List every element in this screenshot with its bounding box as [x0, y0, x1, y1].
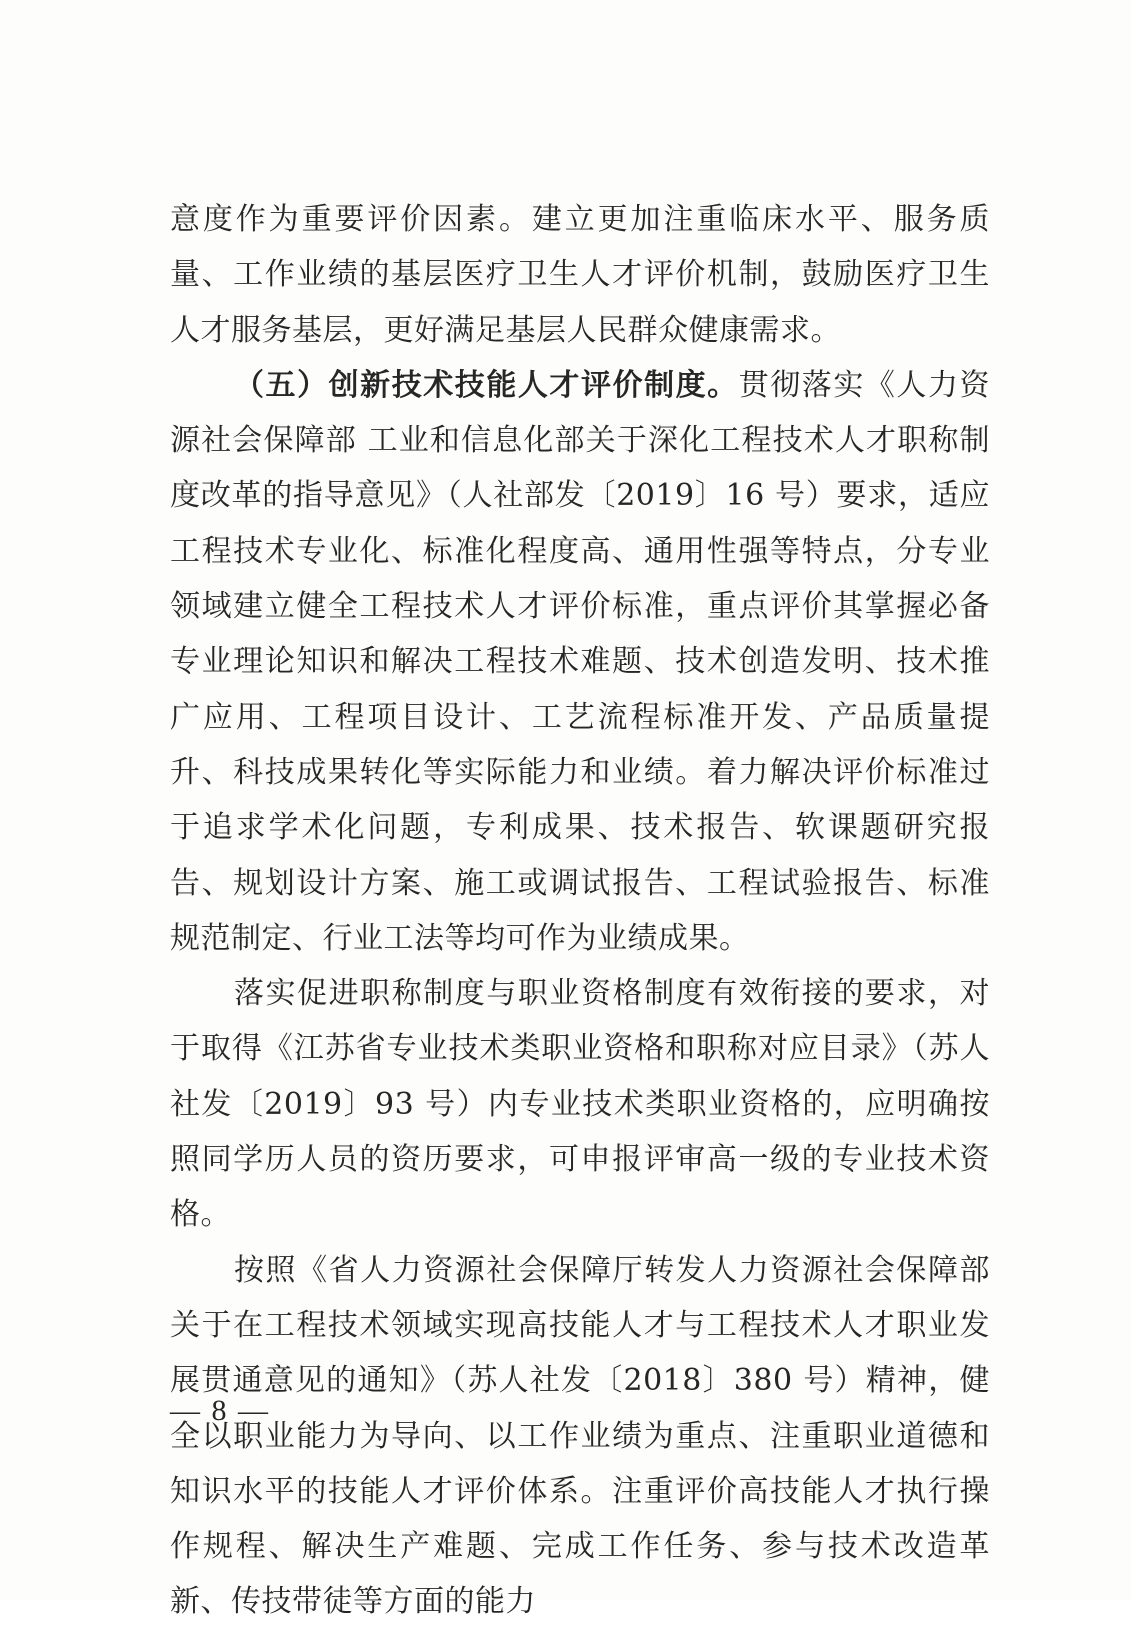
paragraph-qualification-linkage [170, 966, 990, 1242]
paragraph-section-five [170, 358, 990, 966]
document-body [170, 192, 990, 1630]
section-heading: （五）创新技术技能人才评价制度。 [234, 367, 739, 403]
page-number: — 8 — [170, 1394, 270, 1427]
paragraph-text: 按照《省人力资源社会保障厅转发人力资源社会保障部关于在工程技术领域实现高技能人才与工程技术人才职业发展贯通意见的通知》（苏人社发〔2018〕380 号）精神，健全以职业能力为导向、以工作业绩为重点、注重职业道德和知识水平的技能人才评价体系。注重评价高技能人才执行操作规程、解决生产难题、完成工作任务、参与技术改造革新、传技带徒等方面的能力 [170, 1252, 990, 1620]
paragraph-continuation [170, 192, 990, 358]
paragraph-skills-evaluation [170, 1243, 990, 1630]
paragraph-text: 贯彻落实《人力资源社会保障部 工业和信息化部关于深化工程技术人才职称制度改革的指导意见》（人社部发〔2019〕16 号）要求，适应工程技术专业化、标准化程度高、通用性强等特点，分专业领域建立健全工程技术人才评价标准，重点评价其掌握必备专业理论知识和解决工程技术难题、技术创造发明、技术推广应用、工程项目设计、工艺流程标准开发、产品质量提升、科技成果转化等实际能力和业绩。着力解决评价标准过于追求学术化问题，专利成果、技术报告、软课题研究报告、规划设计方案、施工或调试报告、工程试验报告、标准规范制定、行业工法等均可作为业绩成果。 [170, 367, 991, 956]
paragraph-text: 落实促进职称制度与职业资格制度有效衔接的要求，对于取得《江苏省专业技术类职业资格和职称对应目录》（苏人社发〔2019〕93 号）内专业技术类职业资格的，应明确按照同学历人员的资历要求，可申报评审高一级的专业技术资格。 [170, 976, 990, 1233]
paragraph-text: 意度作为重要评价因素。建立更加注重临床水平、服务质量、工作业绩的基层医疗卫生人才评价机制，鼓励医疗卫生人才服务基层，更好满足基层人民群众健康需求。 [170, 202, 990, 348]
